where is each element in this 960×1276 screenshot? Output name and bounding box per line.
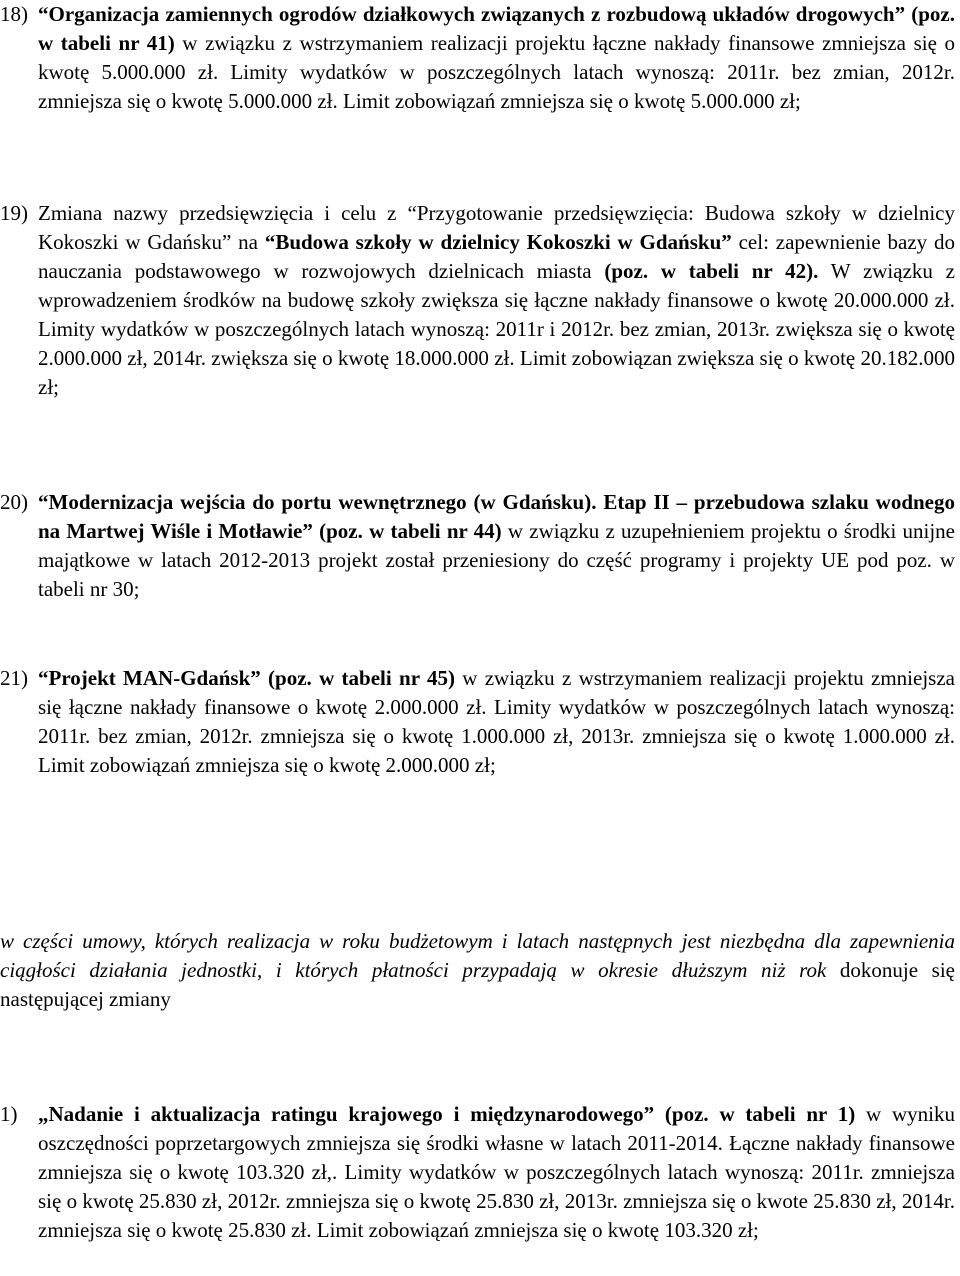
item-body: w związku z wstrzymaniem realizacji projektu zmniejsza się łączne nakłady finansowe o kwotę 2.000.000 zł. Limity wydatków w poszczególnych latach wynoszą: 2011r. bez zmian, 2012r. zmniejsza się o kwotę 1.000.000 zł, 2013r. zmniejsza się o kwotę 1.000.000 zł. Limit zobowiązań zmniejsza się o kwotę 2.000.000 zł; bbox=[38, 666, 955, 777]
section-intro-italic: w części umowy, których realizacja w roku budżetowym i latach następnych jest niezbędna dla zapewnienia ciągłości działania jednostki, i których płatności przypadają w okresie dłuższym niż rok bbox=[0, 929, 955, 982]
item-text bbox=[38, 488, 955, 604]
item-body: w wyniku oszczędności poprzetargowych zmniejsza się środki własne w latach 2011-2014. Łączne nakłady finansowe zmniejsza się o kwotę 103.320 zł,. Limity wydatków w poszczególnych latach wynoszą: 2011r. zmniejsza się o kwotę 25.830 zł, 2012r. zmniejsza się o kwotę 25.830 zł, 2013r. zmniejsza się o kwote 25.830 zł, 2014r. zmniejsza się o kwotę 25.830 zł. Limit zobowiązań zmniejsza się o kwotę 103.320 zł; bbox=[38, 1102, 955, 1242]
item-number: 19) bbox=[0, 201, 28, 225]
item-title: “Organizacja zamiennych ogrodów działkowych związanych z rozbudową układów drogowych” bbox=[38, 2, 906, 26]
item-body: w związku z wstrzymaniem realizacji projektu łączne nakłady finansowe zmniejsza się o kwotę 5.000.000 zł. Limity wydatków w poszczególnych latach wynoszą: 2011r. bez zmian, 2012r. zmniejsza się o kwotę 5.000.000 zł. Limit zobowiązań zmniejsza się o kwotę 5.000.000 zł; bbox=[38, 31, 955, 113]
item-text bbox=[38, 664, 955, 780]
item-text bbox=[38, 0, 955, 116]
paragraph-item-20 bbox=[0, 488, 955, 604]
item-number: 1) bbox=[0, 1102, 18, 1126]
item-body: cel: zapewnienie bazy do nauczania podstawowego w rozwojowych dzielnicach miasta bbox=[38, 230, 955, 283]
item-body: w związku z uzupełnieniem projektu o środki unijne majątkowe w latach 2012-2013 projekt został przeniesiony do część programy i projekty UE pod poz. w tabeli nr 30; bbox=[38, 519, 955, 601]
item-text bbox=[38, 199, 955, 402]
item-body: dokonuje się następującej zmiany bbox=[0, 958, 955, 1011]
table-reference: (poz. w tabeli nr 1) bbox=[654, 1102, 856, 1126]
paragraph-item-18 bbox=[0, 0, 955, 116]
item-number: 20) bbox=[0, 490, 28, 514]
item-text bbox=[0, 927, 955, 1014]
item-title: “Projekt MAN-Gdańsk” bbox=[38, 666, 261, 690]
item-text bbox=[38, 1100, 955, 1245]
item-body: Zmiana nazwy przedsięwzięcia i celu z “Przygotowanie przedsięwzięcia: Budowa szkoły w dzielnicy Kokoszki w Gdańsku” na bbox=[38, 201, 955, 254]
table-reference: (poz. w tabeli nr 41) bbox=[38, 2, 955, 55]
item-body: W związku z wprowadzeniem środków na budowę szkoły zwiększa się łączne nakłady finansowe o kwotę 20.000.000 zł. Limity wydatków w poszczególnych latach wynoszą: 2011r i 2012r. bez zmian, 2013r. zwiększa się o kwotę 2.000.000 zł, 2014r. zwiększa się o kwotę 18.000.000 zł. Limit zobowiązan zwiększa się o kwotę 20.182.000 zł; bbox=[38, 259, 955, 399]
item-title: „Nadanie i aktualizacja ratingu krajowego i międzynarodowego” bbox=[38, 1102, 655, 1126]
item-title: “Modernizacja wejścia do portu wewnętrznego (w Gdańsku). Etap II – przebudowa szlaku wodnego na Martwej Wiśle i Motławie” bbox=[38, 490, 955, 543]
section-intro-paragraph bbox=[0, 927, 955, 1014]
table-reference: (poz. w tabeli nr 44) bbox=[312, 519, 502, 543]
item-number: 21) bbox=[0, 666, 28, 690]
item-number: 18) bbox=[0, 2, 28, 26]
paragraph-item-19 bbox=[0, 199, 955, 402]
table-reference: (poz. w tabeli nr 42). bbox=[604, 259, 819, 283]
table-reference: (poz. w tabeli nr 45) bbox=[260, 666, 455, 690]
paragraph-item-21 bbox=[0, 664, 955, 780]
item-title: “Budowa szkoły w dzielnicy Kokoszki w Gdańsku” bbox=[264, 230, 732, 254]
paragraph-item-1 bbox=[0, 1100, 955, 1245]
